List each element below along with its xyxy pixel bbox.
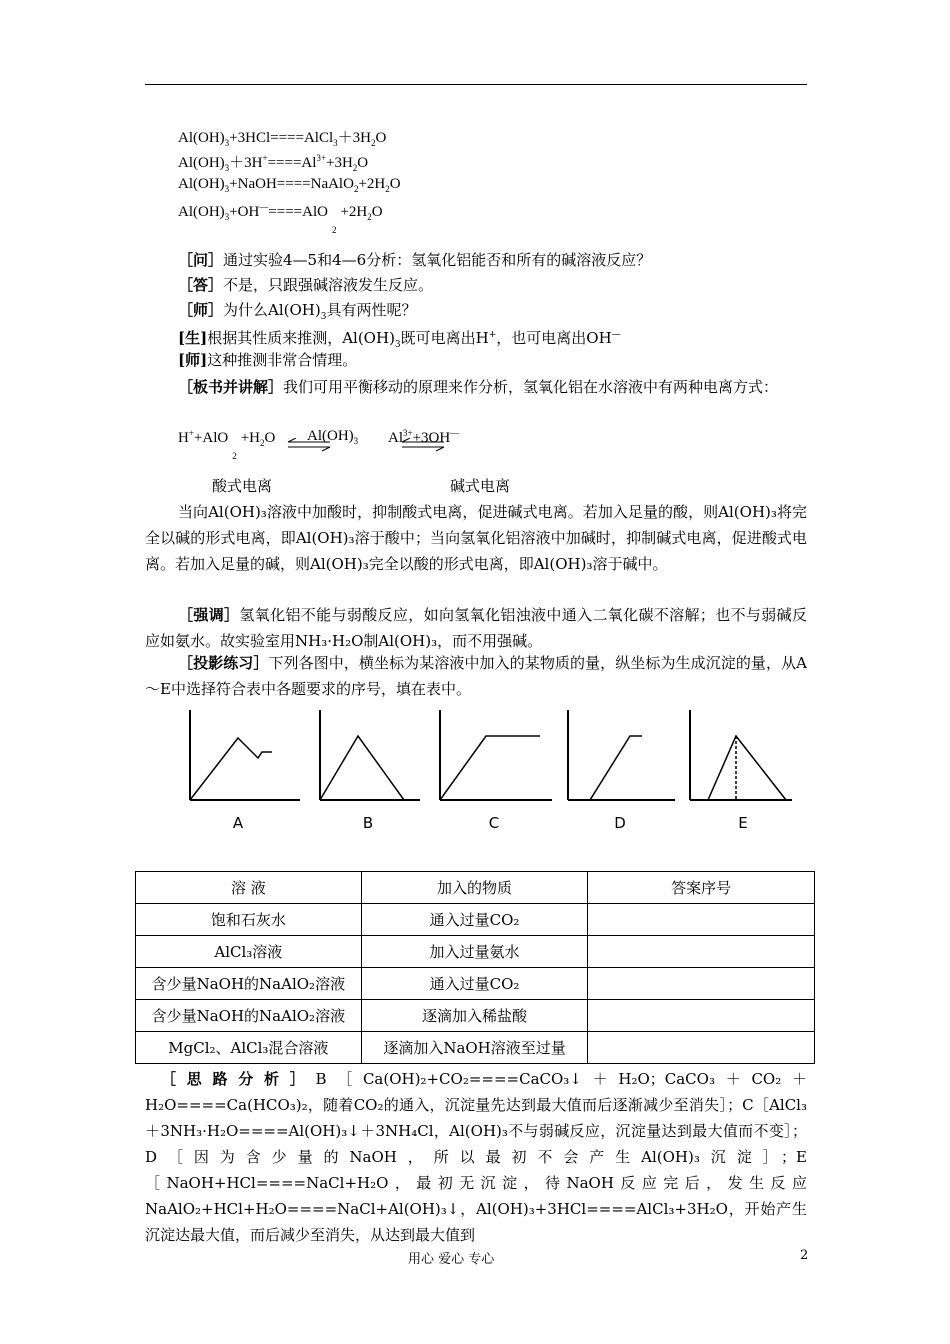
table-header-row — [136, 872, 815, 904]
footer-slogan: 用心 爱心 专心 — [408, 1252, 495, 1267]
graph-c — [440, 710, 552, 800]
student-line: [生]根据其性质来推测，$Al(OH)_3$既可电离出H+，也可电离出OH— — [178, 329, 621, 350]
base-ionization-label: 碱式电离 — [450, 477, 511, 495]
table-cell: 通入过量CO₂ — [361, 968, 588, 1000]
equation-4: $Al(OH)_3+OH^—====AlO_2+2H_2O$ — [178, 202, 383, 235]
graph-b — [320, 710, 420, 800]
table-cell: 饱和石灰水 — [136, 904, 362, 936]
answer-cell[interactable] — [588, 936, 815, 968]
acid-ionization-label: 酸式电离 — [212, 477, 273, 495]
header-rule — [145, 84, 807, 85]
graph-e — [690, 710, 792, 800]
teacher-line-2: [师]这种推测非常合情理。 — [178, 351, 358, 369]
analysis-paragraph: ［思路分析］B［Ca(OH)₂+CO₂====CaCO₃↓＋H₂O；CaCO₃＋CO₂＋H₂O====Ca(HCO₃)₂，随着CO₂的通入，沉淀量先达到最大值而后逐渐减少至消失］；C［AlCl₃＋3NH₃·H₂O====Al(OH)₃↓＋3NH₄Cl，Al(OH)₃不与弱碱反应，沉淀量达到最大值而不变］；D［因为含少量的NaOH，所以最初不会产生Al(OH)₃沉淀］；E［NaOH+HCl====NaCl+H₂O，最初无沉淀，待NaOH反应完后，发生反应NaAlO₂+HCl+H₂O====NaCl+Al(OH)₃↓，Al(OH)₃+3HCl====AlCl₃+3H₂O，开始产生沉淀达最大值，而后减少至消失，从达到最大值到 — [145, 1070, 807, 1244]
table-cell: 含少量NaOH的NaAlO₂溶液 — [136, 1000, 362, 1032]
table-cell: 含少量NaOH的NaAlO₂溶液 — [136, 968, 362, 1000]
table-header-cell: 加入的物质 — [361, 872, 588, 904]
table-row — [136, 904, 815, 936]
table-header-cell: 答案序号 — [588, 872, 815, 904]
exercise-paragraph: ［投影练习］下列各图中，横坐标为某溶液中加入的某物质的量，纵坐标为生成沉淀的量，从A～E中选择符合表中各题要求的序号，填在表中。 — [145, 654, 807, 698]
answer-line: ［答］不是，只跟强碱溶液发生反应。 — [178, 276, 434, 294]
board-paragraph: ［板书并讲解］我们可用平衡移动的原理来作分析，氢氧化铝在水溶液中有两种电离方式： — [178, 378, 779, 396]
graph-b-label: B — [362, 814, 374, 832]
graph-d — [568, 710, 675, 800]
question-line: ［问］通过实验4—5和4—6分析：氢氧化铝能否和所有的碱溶液反应？ — [178, 251, 652, 269]
explanation-paragraph: 当向Al(OH)₃溶液中加酸时，抑制酸式电离，促进碱式电离。若加入足量的酸，则Al(OH)₃将完全以碱的形式电离，即Al(OH)₃溶于酸中；当向氢氧化铝溶液中加碱时，抑制碱式电离，促进酸式电离。若加入足量的碱，则Al(OH)₃完全以酸的形式电离，即Al(OH)₃溶于碱中。 — [145, 503, 807, 573]
answer-table — [135, 871, 815, 1064]
ionization-left: $H^++AlO_2+H_2O$ — [178, 428, 276, 461]
answer-cell[interactable] — [588, 968, 815, 1000]
graph-a-label: A — [232, 814, 244, 832]
answer-cell[interactable] — [588, 1000, 815, 1032]
equation-1: $Al(OH)_3+3HCl====AlCl_3+3H_2O$ — [178, 130, 387, 148]
page-number: 2 — [800, 1248, 809, 1263]
table-row — [136, 1032, 815, 1064]
table-row — [136, 1000, 815, 1032]
equation-3: $Al(OH)_3+NaOH====NaAlO_2+2H_2O$ — [178, 176, 401, 194]
table-cell: AlCl₃溶液 — [136, 936, 362, 968]
table-row — [136, 936, 815, 968]
graph-e-label: E — [738, 814, 748, 832]
table-cell: 逐滴加入NaOH溶液至过量 — [361, 1032, 588, 1064]
table-cell: 加入过量氨水 — [361, 936, 588, 968]
ionization-right: $Al^{3+}+3OH^—$ — [388, 428, 460, 446]
table-header-cell: 溶 液 — [136, 872, 362, 904]
emphasis-paragraph: ［强调］氢氧化铝不能与弱酸反应，如向氢氧化铝浊液中通入二氧化碳不溶解；也不与弱碱反应如氨水。故实验室用NH₃·H₂O制Al(OH)₃，而不用强碱。 — [145, 606, 807, 650]
equation-2: $Al(OH)_3+3H^+====Al^{3+}+3H_2O$ — [178, 153, 369, 173]
ionization-middle: $Al(OH)_3$ — [307, 428, 359, 446]
teacher-line: ［师］为什么$Al(OH)_3$具有两性呢？ — [178, 301, 417, 322]
table-cell: 逐滴加入稀盐酸 — [361, 1000, 588, 1032]
table-cell: 通入过量CO₂ — [361, 904, 588, 936]
graph-a — [190, 710, 300, 800]
table-cell: MgCl₂、AlCl₃混合溶液 — [136, 1032, 362, 1064]
answer-cell[interactable] — [588, 1032, 815, 1064]
graph-d-label: D — [614, 814, 626, 832]
precipitate-graphs — [180, 700, 820, 840]
table-row — [136, 968, 815, 1000]
graph-c-label: C — [488, 814, 500, 832]
answer-cell[interactable] — [588, 904, 815, 936]
